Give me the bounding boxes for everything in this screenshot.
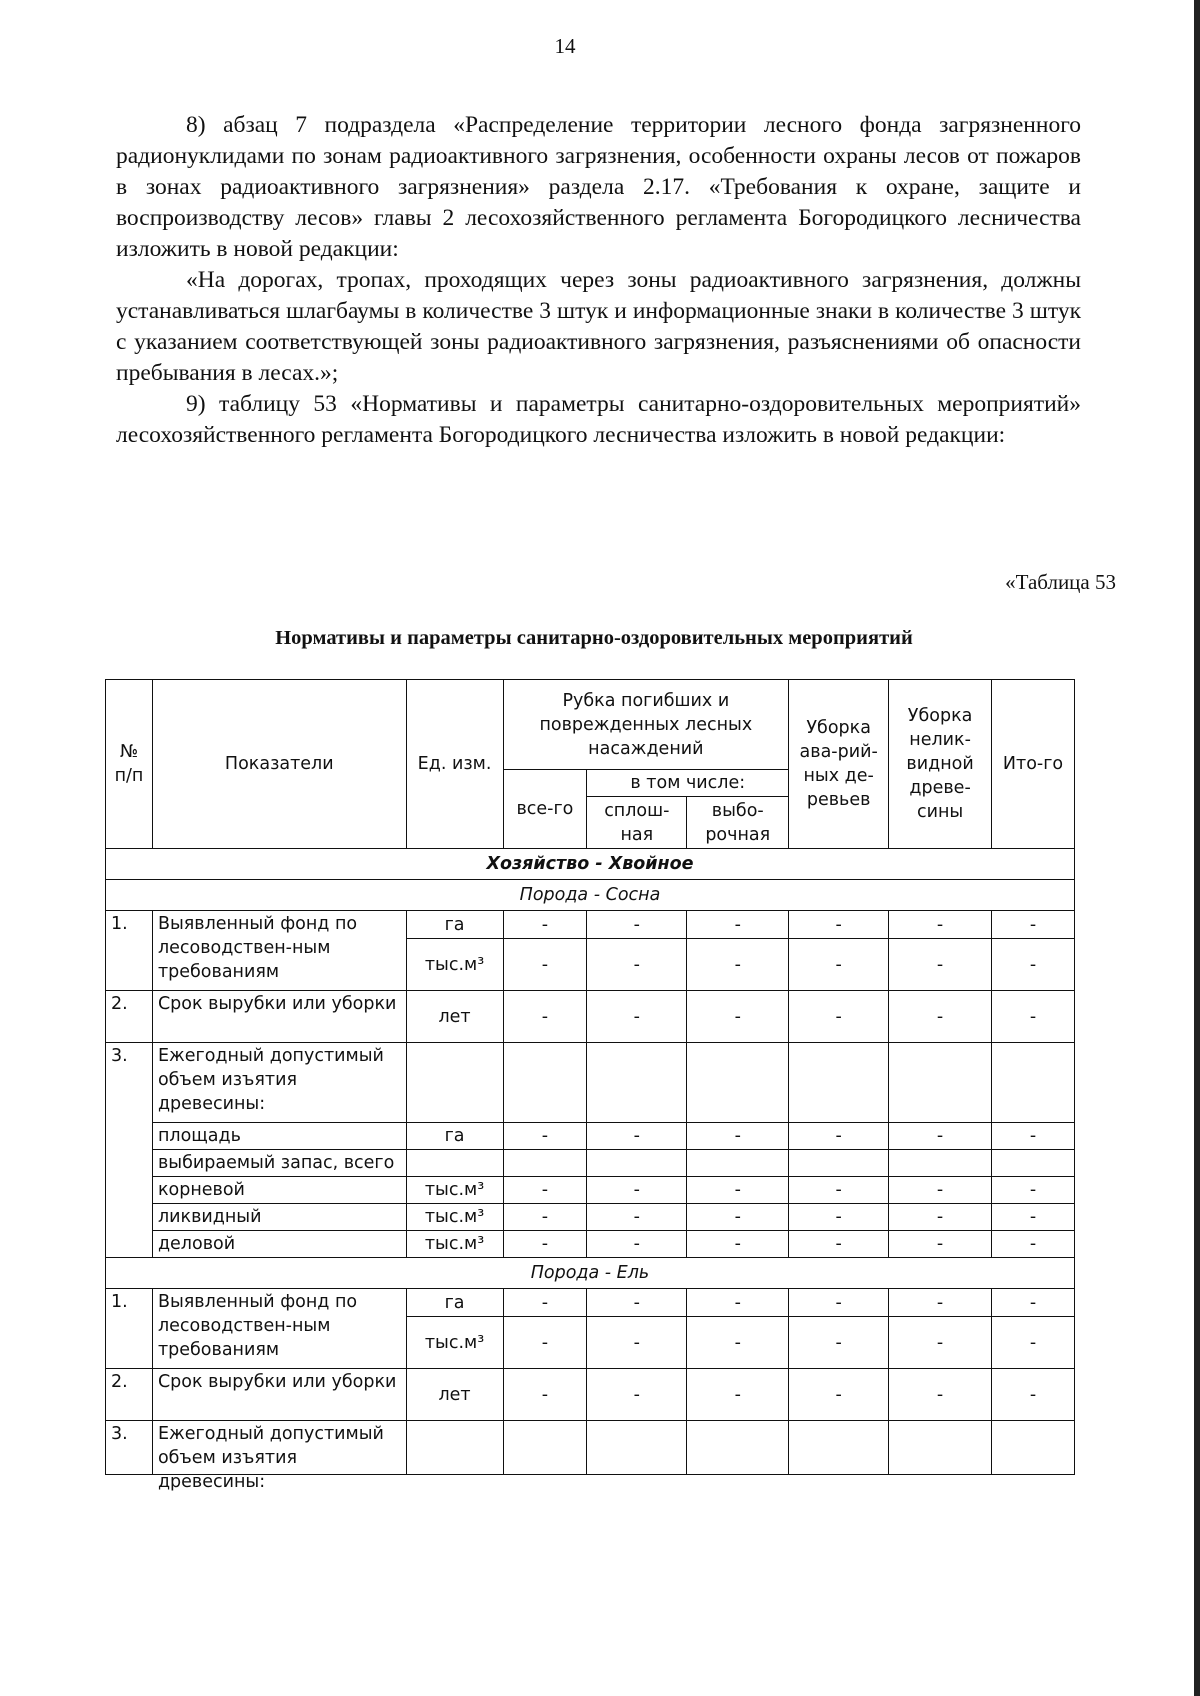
value-cell: - [992,1177,1075,1204]
value-cell: - [687,939,789,991]
row-number: 2. [106,1369,153,1421]
value-cell: - [503,911,587,939]
empty-cell [789,1421,889,1475]
value-cell: - [587,1177,687,1204]
value-cell: - [687,1369,789,1421]
header-unit: Ед. изм. [406,680,503,849]
table-row [106,1204,1075,1231]
value-cell: - [503,1317,587,1369]
table-row [106,1369,1075,1421]
table-row [106,1177,1075,1204]
value-cell: - [992,1317,1075,1369]
empty-cell [789,1043,889,1123]
value-cell: - [587,1231,687,1258]
header-sum: Ито-го [992,680,1075,849]
indicator-label: Выявленный фонд по лесоводствен-ным требованиям [152,911,406,991]
table-row [106,1123,1075,1150]
header-unmarketable: Уборка нелик-видной древе-сины [889,680,992,849]
value-cell: - [687,911,789,939]
empty-cell [587,1421,687,1475]
indicator-label-text: Ежегодный допустимый объем изъятия древесины: [157,1424,384,1492]
value-cell: - [687,1289,789,1317]
value-cell: - [687,1177,789,1204]
unit-cell: тыс.м³ [406,1317,503,1369]
value-cell: - [992,911,1075,939]
empty-cell [406,1043,503,1123]
empty-cell [587,1150,687,1177]
header-indicators: Показатели [152,680,406,849]
indicator-label: Выявленный фонд по лесоводствен-ным требованиям [152,1289,406,1369]
header-num: № п/п [106,680,153,849]
unit-cell: тыс.м³ [406,939,503,991]
unit-cell: тыс.м³ [406,1231,503,1258]
value-cell: - [889,1177,992,1204]
paragraph: 9) таблицу 53 «Нормативы и параметры санитарно-оздоровительных мероприятий» лесохозяйственного регламента Богородицкого лесничества изложить в новой редакции: [116,391,1081,448]
indicator-label: Ежегодный допустимый объем изъятия древесины: [152,1043,406,1123]
value-cell: - [789,1289,889,1317]
value-cell: - [789,1177,889,1204]
value-cell: - [992,1204,1075,1231]
table-row [106,1421,1075,1475]
indicator-label: Срок вырубки или уборки [152,1369,406,1421]
value-cell: - [889,1289,992,1317]
unit-cell: тыс.м³ [406,1177,503,1204]
unit-cell: лет [406,991,503,1043]
value-cell: - [789,1317,889,1369]
value-cell: - [992,1231,1075,1258]
empty-cell [687,1043,789,1123]
header-total: все-го [503,770,587,849]
value-cell: - [889,939,992,991]
empty-cell [503,1150,587,1177]
value-cell: - [789,1123,889,1150]
empty-cell [503,1043,587,1123]
value-cell: - [503,1123,587,1150]
paragraph: «На дорогах, тропах, проходящих через зоны радиоактивного загрязнения, должны устанавливаться шлагбаумы в количестве 3 штук и информационные знаки в количестве 3 штук с указанием соответствующей зоны радиоактивного загрязнения, разъяснениями об опасности пребывания в лесах.»; [116,267,1081,386]
value-cell: - [687,1204,789,1231]
row-number: 3. [106,1421,153,1475]
unit-cell: га [406,1123,503,1150]
header-emergency: Уборка ава-рий-ных де-ревьев [789,680,889,849]
value-cell: - [503,939,587,991]
paragraph: 8) абзац 7 подраздела «Распределение территории лесного фонда загрязненного радионуклидами по зонам радиоактивного загрязнения, особенности охраны лесов от пожаров в зонах радиоактивного загрязнения» раздела 2.17. «Требования к охране, защите и воспроизводству лесов» главы 2 лесохозяйственного регламента Богородицкого лесничества изложить в новой редакции: [116,112,1081,262]
value-cell: - [503,1231,587,1258]
row-number: 2. [106,991,153,1043]
header-clear: сплош-ная [587,797,687,849]
unit-cell: тыс.м³ [406,1204,503,1231]
value-cell: - [503,1177,587,1204]
value-cell: - [992,939,1075,991]
empty-cell [992,1421,1075,1475]
table-row [106,1043,1075,1123]
body-text [116,110,1081,451]
value-cell: - [687,1317,789,1369]
empty-cell [992,1043,1075,1123]
value-cell: - [789,1231,889,1258]
table-row [106,911,1075,939]
empty-cell [889,1150,992,1177]
value-cell: - [992,991,1075,1043]
row-number: 1. [106,911,153,991]
value-cell: - [889,911,992,939]
value-cell: - [587,1204,687,1231]
section-spruce: Порода - Ель [106,1258,1075,1289]
empty-cell [503,1421,587,1475]
header-incl: в том числе: [587,770,789,797]
empty-cell [406,1421,503,1475]
indicator-label: площадь [152,1123,406,1150]
row-number: 3. [106,1043,153,1258]
scan-edge [1194,0,1200,1696]
norms-table [105,679,1075,1492]
table-row [106,1289,1075,1317]
value-cell: - [889,991,992,1043]
table-row [106,1150,1075,1177]
section-pine: Порода - Сосна [106,880,1075,911]
indicator-label: выбираемый запас, всего [152,1150,406,1177]
value-cell: - [587,991,687,1043]
table-title: Нормативы и параметры санитарно-оздоровительных мероприятий [275,627,913,649]
table-row [106,1231,1075,1258]
value-cell: - [587,1317,687,1369]
empty-cell [889,1043,992,1123]
value-cell: - [889,1317,992,1369]
value-cell: - [687,1231,789,1258]
value-cell: - [992,1369,1075,1421]
value-cell: - [587,939,687,991]
value-cell: - [789,911,889,939]
value-cell: - [587,1289,687,1317]
empty-cell [687,1421,789,1475]
row-number: 1. [106,1289,153,1369]
empty-cell [406,1150,503,1177]
value-cell: - [503,991,587,1043]
value-cell: - [587,1369,687,1421]
value-cell: - [503,1289,587,1317]
empty-cell [687,1150,789,1177]
value-cell: - [789,939,889,991]
value-cell: - [789,1369,889,1421]
value-cell: - [789,991,889,1043]
value-cell: - [889,1231,992,1258]
unit-cell: лет [406,1369,503,1421]
indicator-label: Срок вырубки или уборки [152,991,406,1043]
value-cell: - [889,1204,992,1231]
empty-cell [889,1421,992,1475]
value-cell: - [687,991,789,1043]
value-cell: - [789,1204,889,1231]
pine-block [106,880,1075,1258]
spruce-block [106,1289,1075,1492]
value-cell: - [587,911,687,939]
unit-cell: га [406,911,503,939]
empty-cell [789,1150,889,1177]
empty-cell [992,1150,1075,1177]
value-cell: - [889,1369,992,1421]
indicator-label: ликвидный [152,1204,406,1231]
unit-cell: га [406,1289,503,1317]
value-cell: - [687,1123,789,1150]
indicator-label: деловой [152,1231,406,1258]
section-farm: Хозяйство - Хвойное [106,849,1075,880]
indicator-label: корневой [152,1177,406,1204]
value-cell: - [889,1123,992,1150]
value-cell: - [992,1123,1075,1150]
empty-cell [587,1043,687,1123]
header-felling: Рубка погибших и поврежденных лесных насаждений [503,680,789,770]
header-selective: выбо-рочная [687,797,789,849]
table-reference: «Таблица 53 [1005,570,1116,594]
page-number: 14 [554,34,576,58]
table-row [106,991,1075,1043]
value-cell: - [587,1123,687,1150]
value-cell: - [503,1204,587,1231]
value-cell: - [992,1289,1075,1317]
indicator-label [152,1421,406,1492]
value-cell: - [503,1369,587,1421]
